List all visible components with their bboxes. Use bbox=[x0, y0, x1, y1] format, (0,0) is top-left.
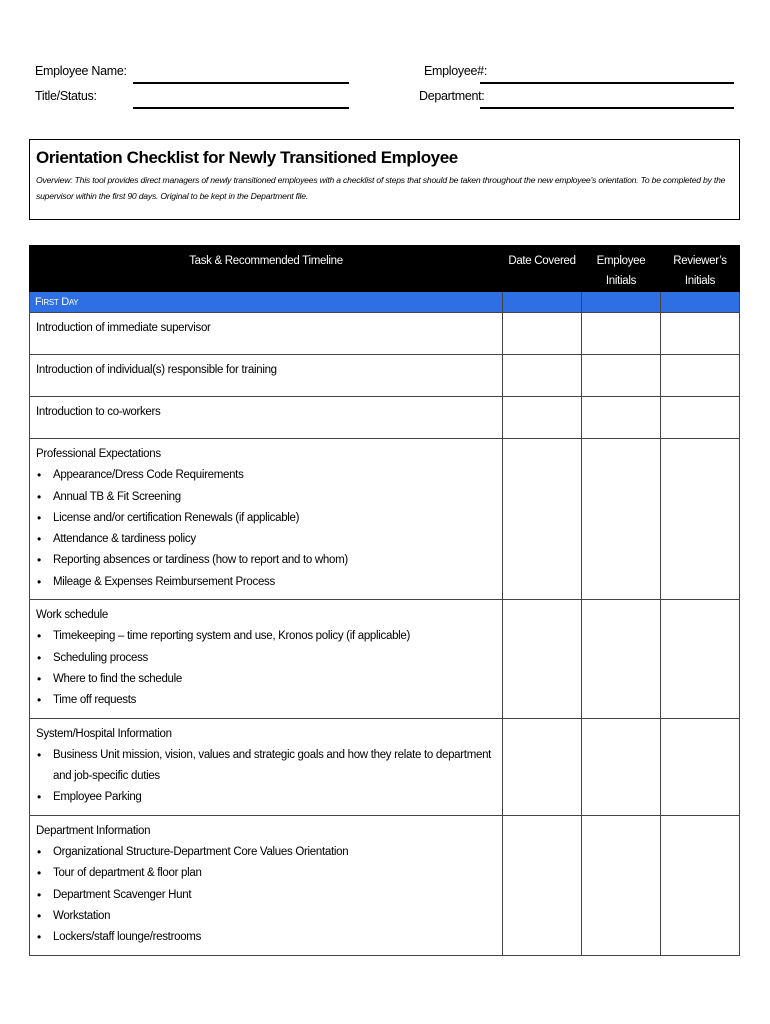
reviewer-initials-cell[interactable] bbox=[661, 815, 740, 955]
reviewer-initials-cell[interactable] bbox=[661, 397, 740, 439]
table-row bbox=[30, 355, 740, 397]
employee-name-field[interactable] bbox=[133, 82, 349, 84]
task-bullet-item: • Attendance & tardiness policy bbox=[36, 529, 496, 550]
employee-number-field[interactable] bbox=[480, 82, 734, 84]
employee-name-label: Employee Name: bbox=[35, 64, 127, 78]
table-row bbox=[30, 397, 740, 439]
column-header-task: Task & Recommended Timeline bbox=[30, 246, 503, 292]
task-bullet-item: • Appearance/Dress Code Requirements bbox=[36, 465, 496, 486]
reviewer-initials-cell[interactable] bbox=[661, 439, 740, 600]
employee-number-label: Employee#: bbox=[424, 64, 488, 78]
reviewer-initials-cell[interactable] bbox=[661, 718, 740, 815]
table-row bbox=[30, 815, 740, 955]
task-bullet-item: • Workstation bbox=[36, 906, 496, 927]
table-row bbox=[30, 439, 740, 600]
reviewer-initials-cell[interactable] bbox=[661, 355, 740, 397]
date-covered-cell[interactable] bbox=[503, 439, 582, 600]
title-status-field[interactable] bbox=[133, 107, 349, 109]
checklist-title: Orientation Checklist for Newly Transitioned Employee bbox=[36, 148, 458, 167]
department-label: Department: bbox=[419, 89, 485, 103]
employee-initials-cell[interactable] bbox=[582, 815, 661, 955]
date-covered-cell[interactable] bbox=[503, 397, 582, 439]
title-status-label: Title/Status: bbox=[35, 89, 97, 103]
task-bullet-item: • Business Unit mission, vision, values and strategic goals and how they relate to department and job-specific duties bbox=[36, 745, 496, 788]
employee-initials-cell[interactable] bbox=[582, 718, 661, 815]
task-cell bbox=[30, 355, 503, 397]
task-bullet-item: • Timekeeping – time reporting system and use, Kronos policy (if applicable) bbox=[36, 626, 496, 647]
task-cell bbox=[30, 718, 503, 815]
task-cell bbox=[30, 397, 503, 439]
employee-initials-cell[interactable] bbox=[582, 313, 661, 355]
task-title: Introduction of immediate supervisor bbox=[36, 322, 211, 334]
task-title: Department Information bbox=[36, 824, 151, 837]
date-covered-cell[interactable] bbox=[503, 313, 582, 355]
task-bullet-list bbox=[36, 745, 496, 809]
overview-text: Overview: This tool provides direct managers of newly transitioned employees with a checklist of steps that should be taken throughout the new employee’s orientation. To be completed by the supervisor within the first 90 days. Original to be kept in the Department file. bbox=[36, 175, 726, 201]
overview-box bbox=[29, 139, 740, 220]
task-bullet-item: • Time off requests bbox=[36, 690, 496, 711]
date-covered-cell[interactable] bbox=[503, 355, 582, 397]
task-title: Professional Expectations bbox=[36, 448, 161, 460]
task-bullet-item: • Scheduling process bbox=[36, 648, 496, 669]
checklist-table bbox=[29, 245, 740, 956]
department-field[interactable] bbox=[480, 107, 734, 109]
table-row bbox=[30, 313, 740, 355]
task-bullet-item: • Department Scavenger Hunt bbox=[36, 885, 496, 906]
task-bullet-item: • Reporting absences or tardiness (how to report and to whom) bbox=[36, 550, 496, 571]
column-header-date-covered: Date Covered bbox=[503, 246, 582, 292]
task-bullet-item: • Tour of department & floor plan bbox=[36, 863, 496, 884]
date-covered-cell[interactable] bbox=[503, 600, 582, 718]
column-header-reviewer-initials: Reviewer’s Initials bbox=[661, 246, 740, 292]
reviewer-initials-cell[interactable] bbox=[661, 600, 740, 718]
task-title: System/Hospital Information bbox=[36, 727, 172, 740]
task-bullet-item: • Annual TB & Fit Screening bbox=[36, 487, 496, 508]
task-title: Introduction of individual(s) responsible for training bbox=[36, 364, 277, 376]
task-bullet-list bbox=[36, 626, 496, 711]
task-bullet-list bbox=[36, 465, 496, 593]
task-bullet-item: • Employee Parking bbox=[36, 787, 496, 808]
task-bullet-item: • Organizational Structure-Department Core Values Orientation bbox=[36, 842, 496, 863]
date-covered-cell[interactable] bbox=[503, 815, 582, 955]
task-title: Introduction to co-workers bbox=[36, 406, 161, 418]
task-bullet-item: • Mileage & Expenses Reimbursement Process bbox=[36, 572, 496, 593]
table-row bbox=[30, 600, 740, 718]
task-cell bbox=[30, 600, 503, 718]
reviewer-initials-cell[interactable] bbox=[661, 313, 740, 355]
employee-initials-cell[interactable] bbox=[582, 355, 661, 397]
table-row bbox=[30, 718, 740, 815]
section-label: First Day bbox=[35, 296, 79, 308]
task-title: Work schedule bbox=[36, 609, 108, 622]
task-cell bbox=[30, 439, 503, 600]
task-cell bbox=[30, 313, 503, 355]
task-cell bbox=[30, 815, 503, 955]
table-header-row bbox=[30, 246, 740, 292]
column-header-employee-initials: Employee Initials bbox=[582, 246, 661, 292]
employee-initials-cell[interactable] bbox=[582, 600, 661, 718]
section-row-first-day bbox=[30, 292, 740, 313]
task-bullet-item: • Lockers/staff lounge/restrooms bbox=[36, 927, 496, 948]
task-bullet-list bbox=[36, 842, 496, 948]
employee-initials-cell[interactable] bbox=[582, 397, 661, 439]
date-covered-cell[interactable] bbox=[503, 718, 582, 815]
task-bullet-item: • Where to find the schedule bbox=[36, 669, 496, 690]
employee-initials-cell[interactable] bbox=[582, 439, 661, 600]
task-bullet-item: • License and/or certification Renewals (if applicable) bbox=[36, 508, 496, 529]
